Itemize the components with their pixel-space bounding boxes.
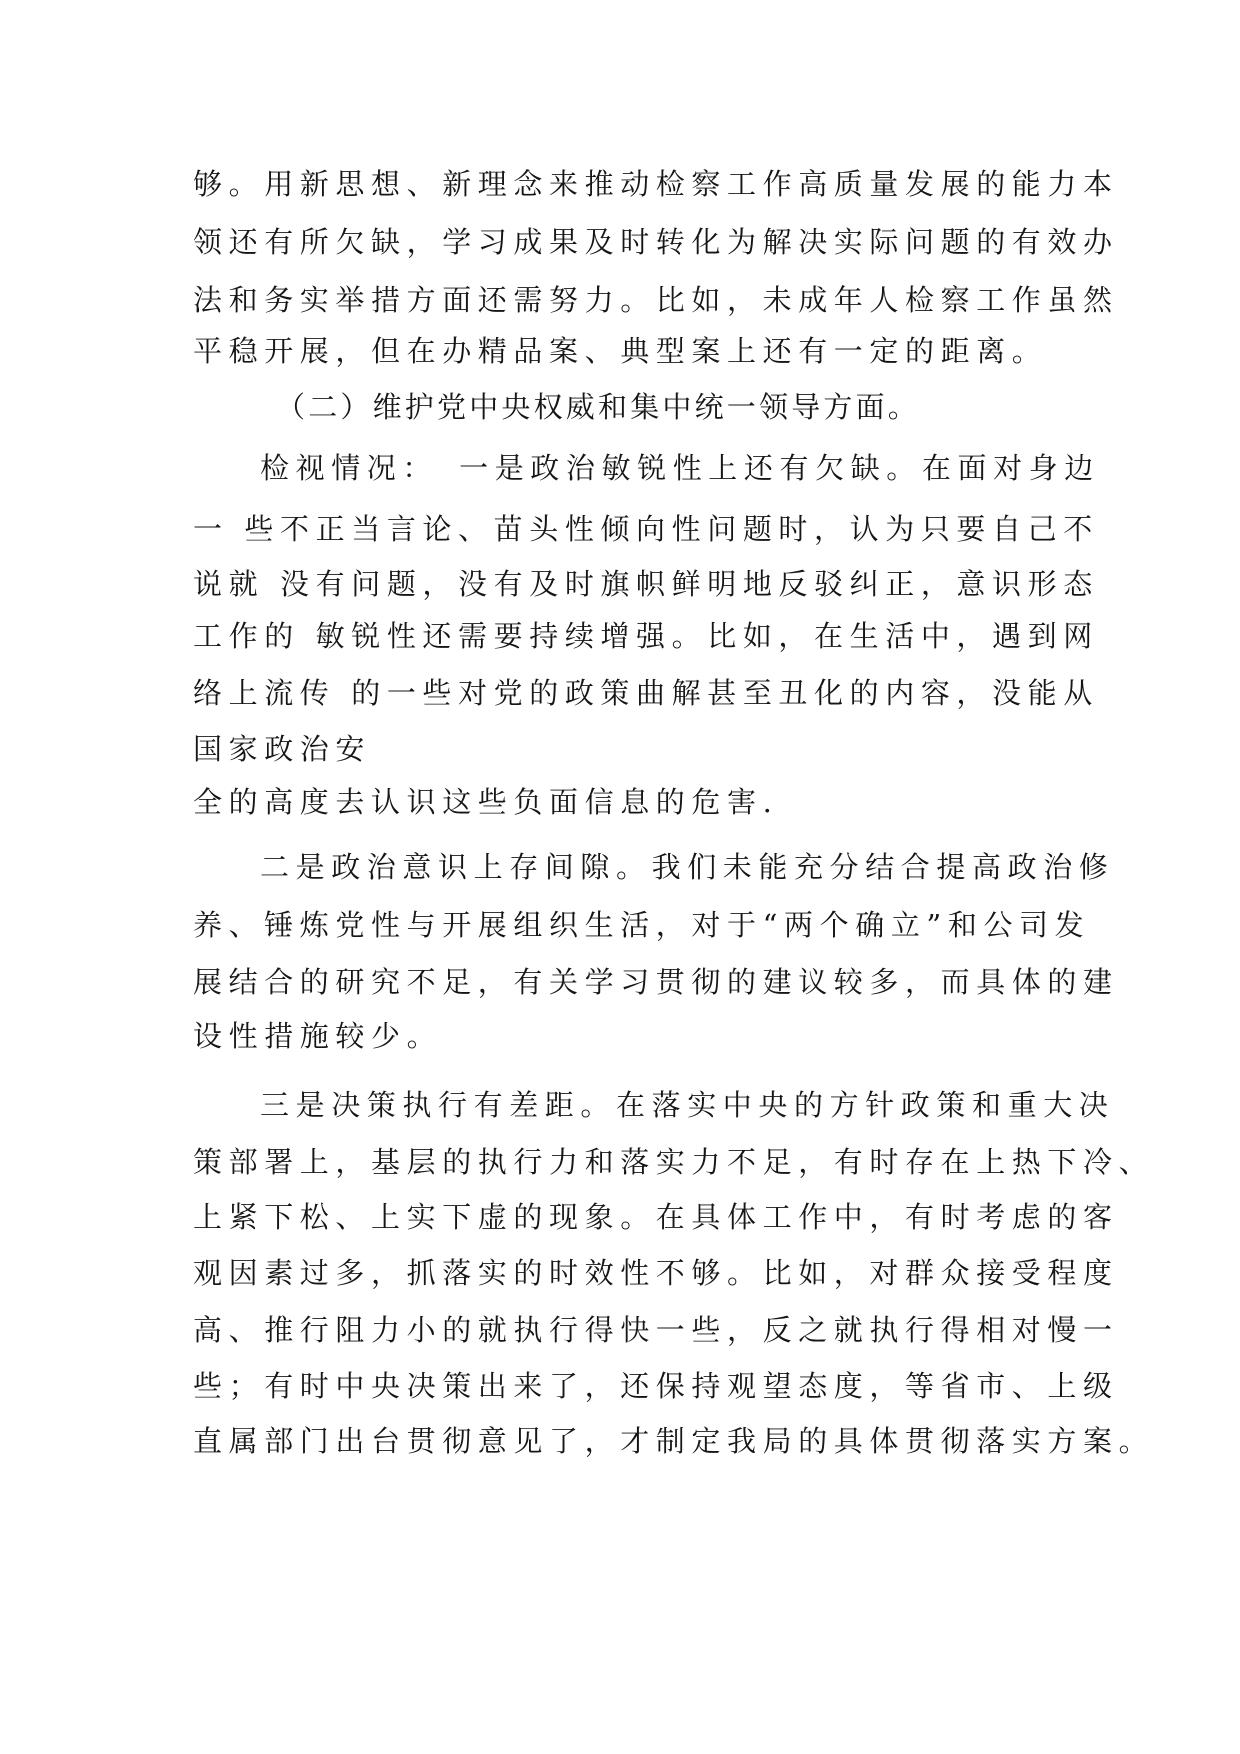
paragraph-line: 领还有所欠缺，学习成果及时转化为解决实际问题的有效办 — [193, 225, 1119, 259]
paragraph-line: 二是政治意识上存间隙。我们未能充分结合提高政治修 — [260, 850, 1115, 884]
paragraph-line: 法和务实举措方面还需努力。比如，未成年人检察工作虽然 — [193, 283, 1119, 317]
paragraph-line: 三是决策执行有差距。在落实中央的方针政策和重大决 — [260, 1088, 1115, 1122]
paragraph-line: 高、推行阻力小的就执行得快一些，反之就执行得相对慢一 — [193, 1313, 1119, 1347]
paragraph-line: 设性措施较少。 — [193, 1019, 443, 1053]
paragraph-line: 检视情况： 一是政治敏锐性上还有欠缺。在面对身边 — [260, 451, 1100, 485]
paragraph-line: 平稳开展，但在办精品案、典型案上还有一定的距离。 — [193, 334, 1048, 368]
paragraph-line: 策部署上，基层的执行力和落实力不足，有时存在上热下冷、 — [193, 1145, 1155, 1179]
paragraph-line: 说就 没有问题，没有及时旗帜鲜明地反驳纠正，意识形态 — [193, 567, 1099, 601]
paragraph-line: 养、锤炼党性与开展组织生活，对于“两个确立”和公司发 — [193, 908, 1091, 942]
paragraph-line: 络上流传 的一些对党的政策曲解甚至丑化的内容，没能从 — [193, 676, 1099, 710]
paragraph-line: 国家政治安 — [193, 732, 372, 766]
paragraph-line: 够。用新思想、新理念来推动检察工作高质量发展的能力本 — [193, 167, 1119, 201]
section-heading: （二）维护党中央权威和集中统一领导方面。 — [276, 390, 921, 424]
paragraph-line: 展结合的研究不足，有关学习贯彻的建议较多，而具体的建 — [193, 965, 1119, 999]
paragraph-line: 上紧下松、上实下虚的现象。在具体工作中，有时考虑的客 — [193, 1200, 1119, 1234]
paragraph-line: 全的高度去认识这些负面信息的危害. — [193, 785, 779, 819]
paragraph-line: 工作的 敏锐性还需要持续增强。比如，在生活中，遇到网 — [193, 619, 1099, 653]
paragraph-line: 直属部门出台贯彻意见了，才制定我局的具体贯彻落实方案。 — [193, 1424, 1155, 1458]
paragraph-line: 一 些不正当言论、苗头性倾向性问题时，认为只要自己不 — [193, 512, 1099, 546]
paragraph-line: 些；有时中央决策出来了，还保持观望态度，等省市、上级 — [193, 1369, 1119, 1403]
paragraph-line: 观因素过多，抓落实的时效性不够。比如，对群众接受程度 — [193, 1256, 1119, 1290]
